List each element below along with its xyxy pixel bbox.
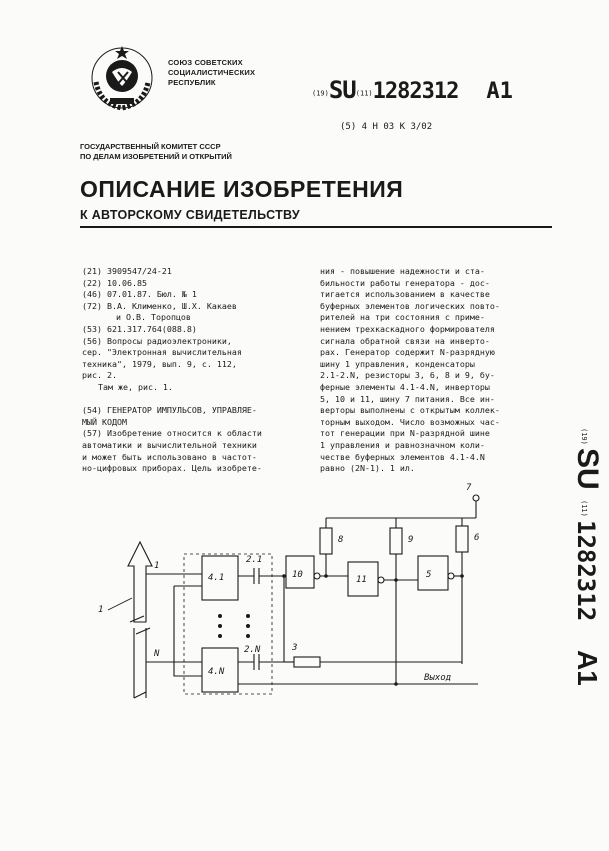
label-res-8: 8 [338,535,344,545]
abstract-line: рах. Генератор содержит N-разрядную [320,347,495,358]
label-buf-1: 4.1 [208,573,225,583]
abstract-line: ния - повышение надежности и ста- [320,266,485,276]
circuit-diagram [84,476,554,716]
abstract-line: МЫЙ КОДОМ [82,416,127,427]
biblio-line: и О.В. Торопцов [116,312,191,323]
document-subtitle: К АВТОРСКОМУ СВИДЕТЕЛЬСТВУ [80,208,300,222]
country-code: SU [328,76,356,104]
code-11: (11) [355,89,373,98]
control-bus [128,542,152,698]
abstract-line: (57) Изобретение относится к области [82,428,262,439]
abstract-line: 2.1-2.N, резисторы 3, 6, 8 и 9, бу- [320,370,495,381]
label-inv-11: 11 [356,575,367,585]
abstract-line: (54) ГЕНЕРАТОР ИМПУЛЬСОВ, УПРАВЛЯЕ- [82,405,257,416]
org-name [168,58,255,88]
side-kind: A1 [572,650,603,686]
biblio-line: техника", 1979, вып. 9, с. 112, [82,358,237,369]
ellipsis-dots [218,614,250,638]
side-code-11: (11) [580,500,588,517]
kind-code: A1 [486,79,513,104]
inverter-10-bubble [314,573,320,579]
abstract-line: равно (2N-1). 1 ил. [320,463,415,474]
biblio-line: (56) Вопросы радиоэлектроники, [82,335,232,346]
biblio-line: (46) 07.01.87. Бюл. № 1 [82,289,197,300]
state-emblem [86,42,158,114]
biblio-line: Там же, рис. 1. [98,381,173,392]
abstract-line: шину 1 управления, конденсаторы [320,358,475,369]
label-res-6: 6 [474,533,480,543]
side-code-19: (19) [580,428,588,445]
abstract-line: 5, 10 и 11, шину 7 питания. Все ин- [320,393,495,404]
label-bus-1: 1 [154,561,160,571]
power-terminal [473,495,479,501]
abstract-line: сигнала обратной связи на инверто- [320,335,490,346]
abstract-line: верторы выполнены с открытым коллек- [320,405,500,416]
right-column [320,266,560,475]
abstract-line: автоматики и вычислительной техники [82,439,257,450]
vertical-publication-number [548,424,604,704]
abstract-line: нением трехкаскадного формирователя [320,323,495,334]
publication-number [312,76,513,104]
abstract-line: тигается использованием в качестве [320,289,490,300]
org-line: СОЦИАЛИСТИЧЕСКИХ [168,68,256,77]
abstract-line: бильности работы генератора - дос- [320,277,490,288]
committee [80,142,232,162]
abstract-line: торным выходом. Число возможных час- [320,416,500,427]
label-cap-1: 2.1 [246,555,263,565]
document-title: ОПИСАНИЕ ИЗОБРЕТЕНИЯ [80,176,404,202]
abstract-line: но-цифровых приборах. Цель изобрете- [82,463,262,474]
biblio-line: (22) 10.06.85 [82,277,147,288]
resistor-8 [320,528,332,554]
inverter-5-bubble [448,573,454,579]
org-line: СОЮЗ СОВЕТСКИХ [168,58,243,67]
resistor-6 [456,526,468,552]
side-number: 1282312 [572,520,600,622]
abstract-line: и может быть использовано в частот- [82,451,257,462]
patent-number: 1282312 [372,79,459,104]
label-res-9: 9 [408,535,414,545]
org-line: РЕСПУБЛИК [168,78,216,87]
label-output: Выход [424,673,452,683]
label-res-3: 3 [292,643,298,653]
label-bus: 1 [98,605,104,615]
label-cap-n: 2.N [244,645,261,655]
resistor-3 [294,657,320,667]
label-power: 7 [466,483,472,493]
ipc-class: (5) 4 H 03 K 3/02 [340,122,433,132]
biblio-line: (53) 621.317.764(088.8) [82,323,197,334]
left-column [82,266,302,475]
inverter-5 [418,556,448,590]
abstract-line: ферные элементы 4.1-4.N, инверторы [320,381,490,392]
committee-line: ПО ДЕЛАМ ИЗОБРЕТЕНИЙ И ОТКРЫТИЙ [80,152,232,161]
biblio-line: (21) 3909547/24-21 [82,266,172,276]
label-buf-n: 4.N [208,667,225,677]
biblio-line: сер. "Электронная вычислительная [82,347,242,358]
abstract-line: честве буферных элементов 4.1-4.N [320,451,485,462]
biblio-line: рис. 2. [82,370,117,381]
resistor-9 [390,528,402,554]
abstract-line: рителей на три состояния с приме- [320,312,485,323]
code-19: (19) [312,89,329,98]
header-rule [80,226,552,228]
committee-line: ГОСУДАРСТВЕННЫЙ КОМИТЕТ СССР [80,142,221,151]
biblio-line: (72) В.А. Клименко, Ш.Х. Какаев [82,300,237,311]
side-country: SU [571,448,604,490]
abstract-line: 1 управления и равнозначном коли- [320,439,485,450]
label-bus-n: N [154,649,160,659]
label-inv-5: 5 [426,570,432,580]
abstract-line: тот генерации при N-разрядной шине [320,428,490,439]
abstract-line: буферных элементов логических повто- [320,300,500,311]
inverter-11-bubble [378,577,384,583]
label-inv-10: 10 [292,570,303,580]
